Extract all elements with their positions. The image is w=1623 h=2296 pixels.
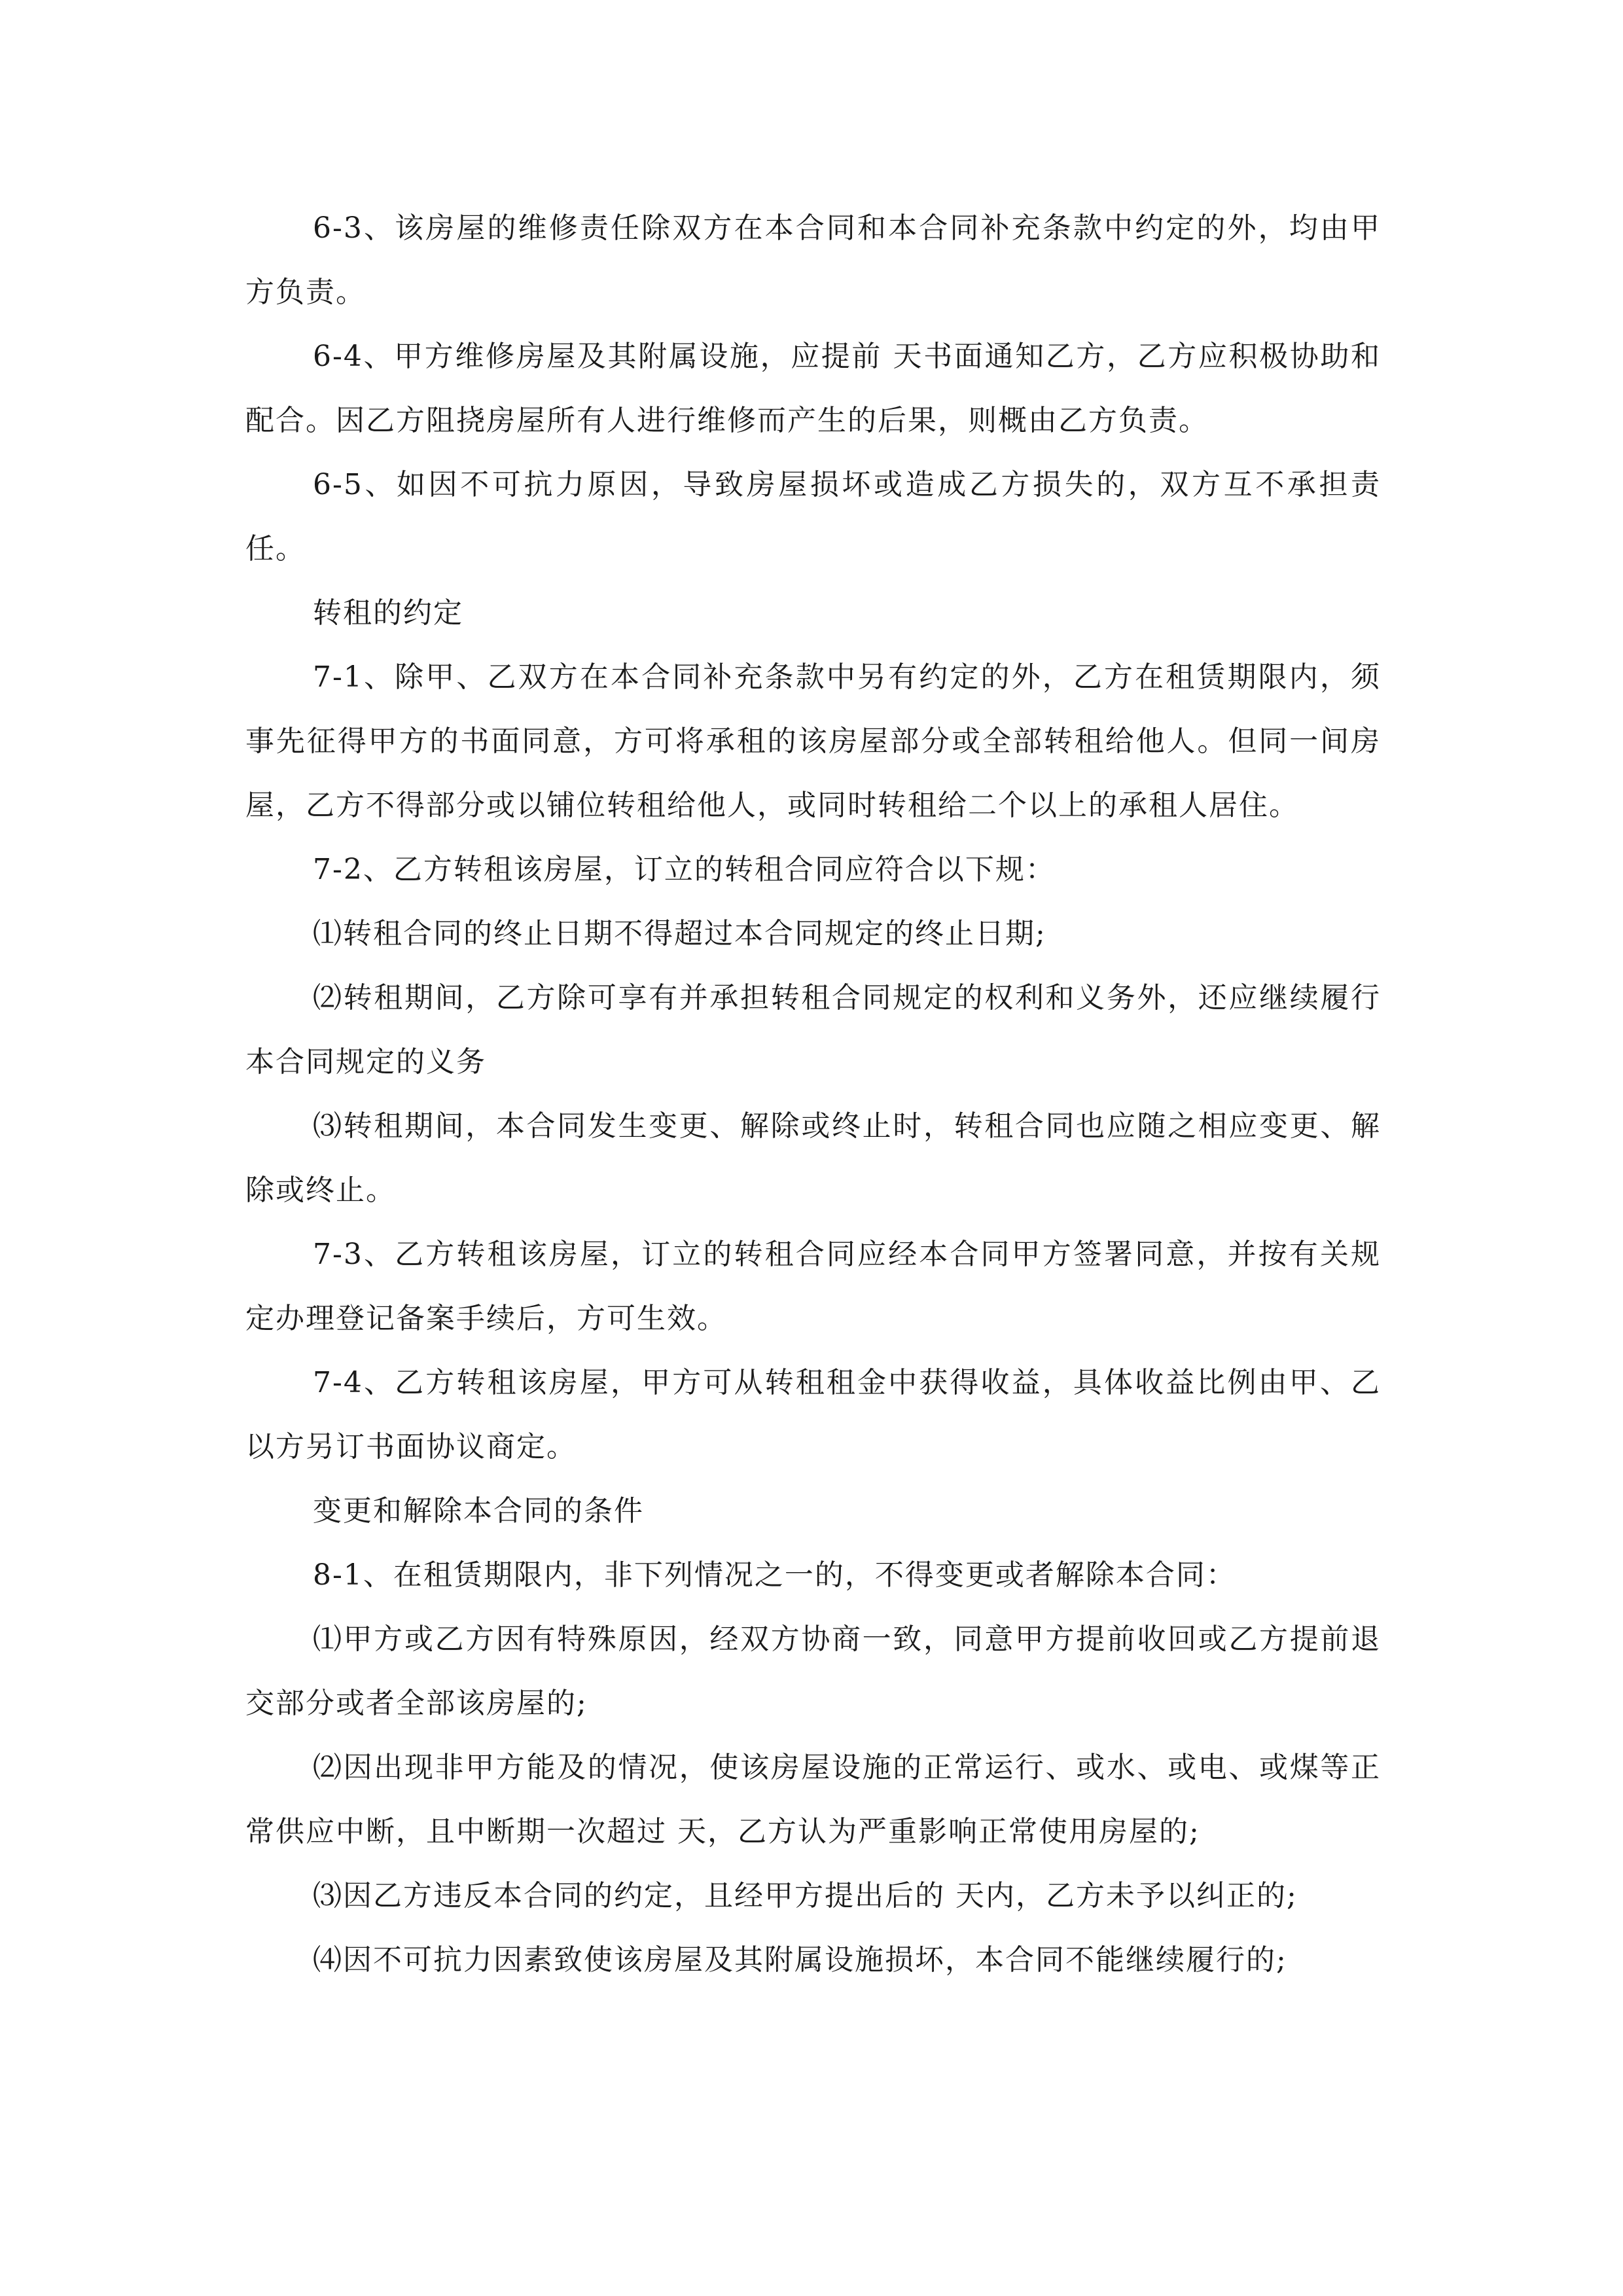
clause-8-1-item-3: ⑶因乙方违反本合同的约定，且经甲方提出后的 天内，乙方未予以纠正的;: [313, 1879, 1298, 1912]
clause-6-5: 6-5、如因不可抗力原因，导致房屋损坏或造成乙方损失的，双方互不承担责任。: [245, 468, 1381, 565]
clause-7-2: 7-2、乙方转租该房屋，订立的转租合同应符合以下规：: [313, 853, 1056, 886]
clause-7-2-item-2: ⑵转租期间，乙方除可享有并承担转租合同规定的权利和义务外，还应继续履行本合同规定的义务: [245, 981, 1381, 1079]
clause-8-1-item-2: ⑵因出现非甲方能及的情况，使该房屋设施的正常运行、或水、或电、或煤等正常供应中断，且中断期一次超过 天，乙方认为严重影响正常使用房屋的;: [245, 1751, 1381, 1848]
clause-7-4: 7-4、乙方转租该房屋，甲方可从转租租金中获得收益，具体收益比例由甲、乙以方另订书面协议商定。: [245, 1366, 1381, 1463]
section-heading-termination: 变更和解除本合同的条件: [313, 1494, 644, 1528]
section-heading-sublease: 转租的约定: [313, 596, 463, 630]
clause-7-2-item-1: ⑴转租合同的终止日期不得超过本合同规定的终止日期;: [313, 917, 1046, 950]
clause-7-3: 7-3、乙方转租该房屋，订立的转租合同应经本合同甲方签署同意，并按有关规定办理登记备案手续后，方可生效。: [245, 1238, 1381, 1335]
document-body: [245, 196, 1381, 1992]
clause-6-4: 6-4、甲方维修房屋及其附属设施，应提前 天书面通知乙方，乙方应积极协助和配合。因乙方阻挠房屋所有人进行维修而产生的后果，则概由乙方负责。: [245, 340, 1381, 437]
clause-6-3: 6-3、该房屋的维修责任除双方在本合同和本合同补充条款中约定的外，均由甲方负责。: [245, 211, 1381, 309]
clause-8-1-item-1: ⑴甲方或乙方因有特殊原因，经双方协商一致，同意甲方提前收回或乙方提前退交部分或者全部该房屋的;: [245, 1623, 1381, 1720]
clause-8-1-item-4: ⑷因不可抗力因素致使该房屋及其附属设施损坏，本合同不能继续履行的;: [313, 1943, 1287, 1977]
clause-7-1: 7-1、除甲、乙双方在本合同补充条款中另有约定的外，乙方在租赁期限内，须事先征得甲方的书面同意，方可将承租的该房屋部分或全部转租给他人。但同一间房屋，乙方不得部分或以铺位转租给他人，或同时转租给二个以上的承租人居住。: [245, 660, 1381, 822]
clause-7-2-item-3: ⑶转租期间，本合同发生变更、解除或终止时，转租合同也应随之相应变更、解除或终止。: [245, 1109, 1381, 1207]
clause-8-1: 8-1、在租赁期限内，非下列情况之一的，不得变更或者解除本合同：: [313, 1558, 1236, 1592]
